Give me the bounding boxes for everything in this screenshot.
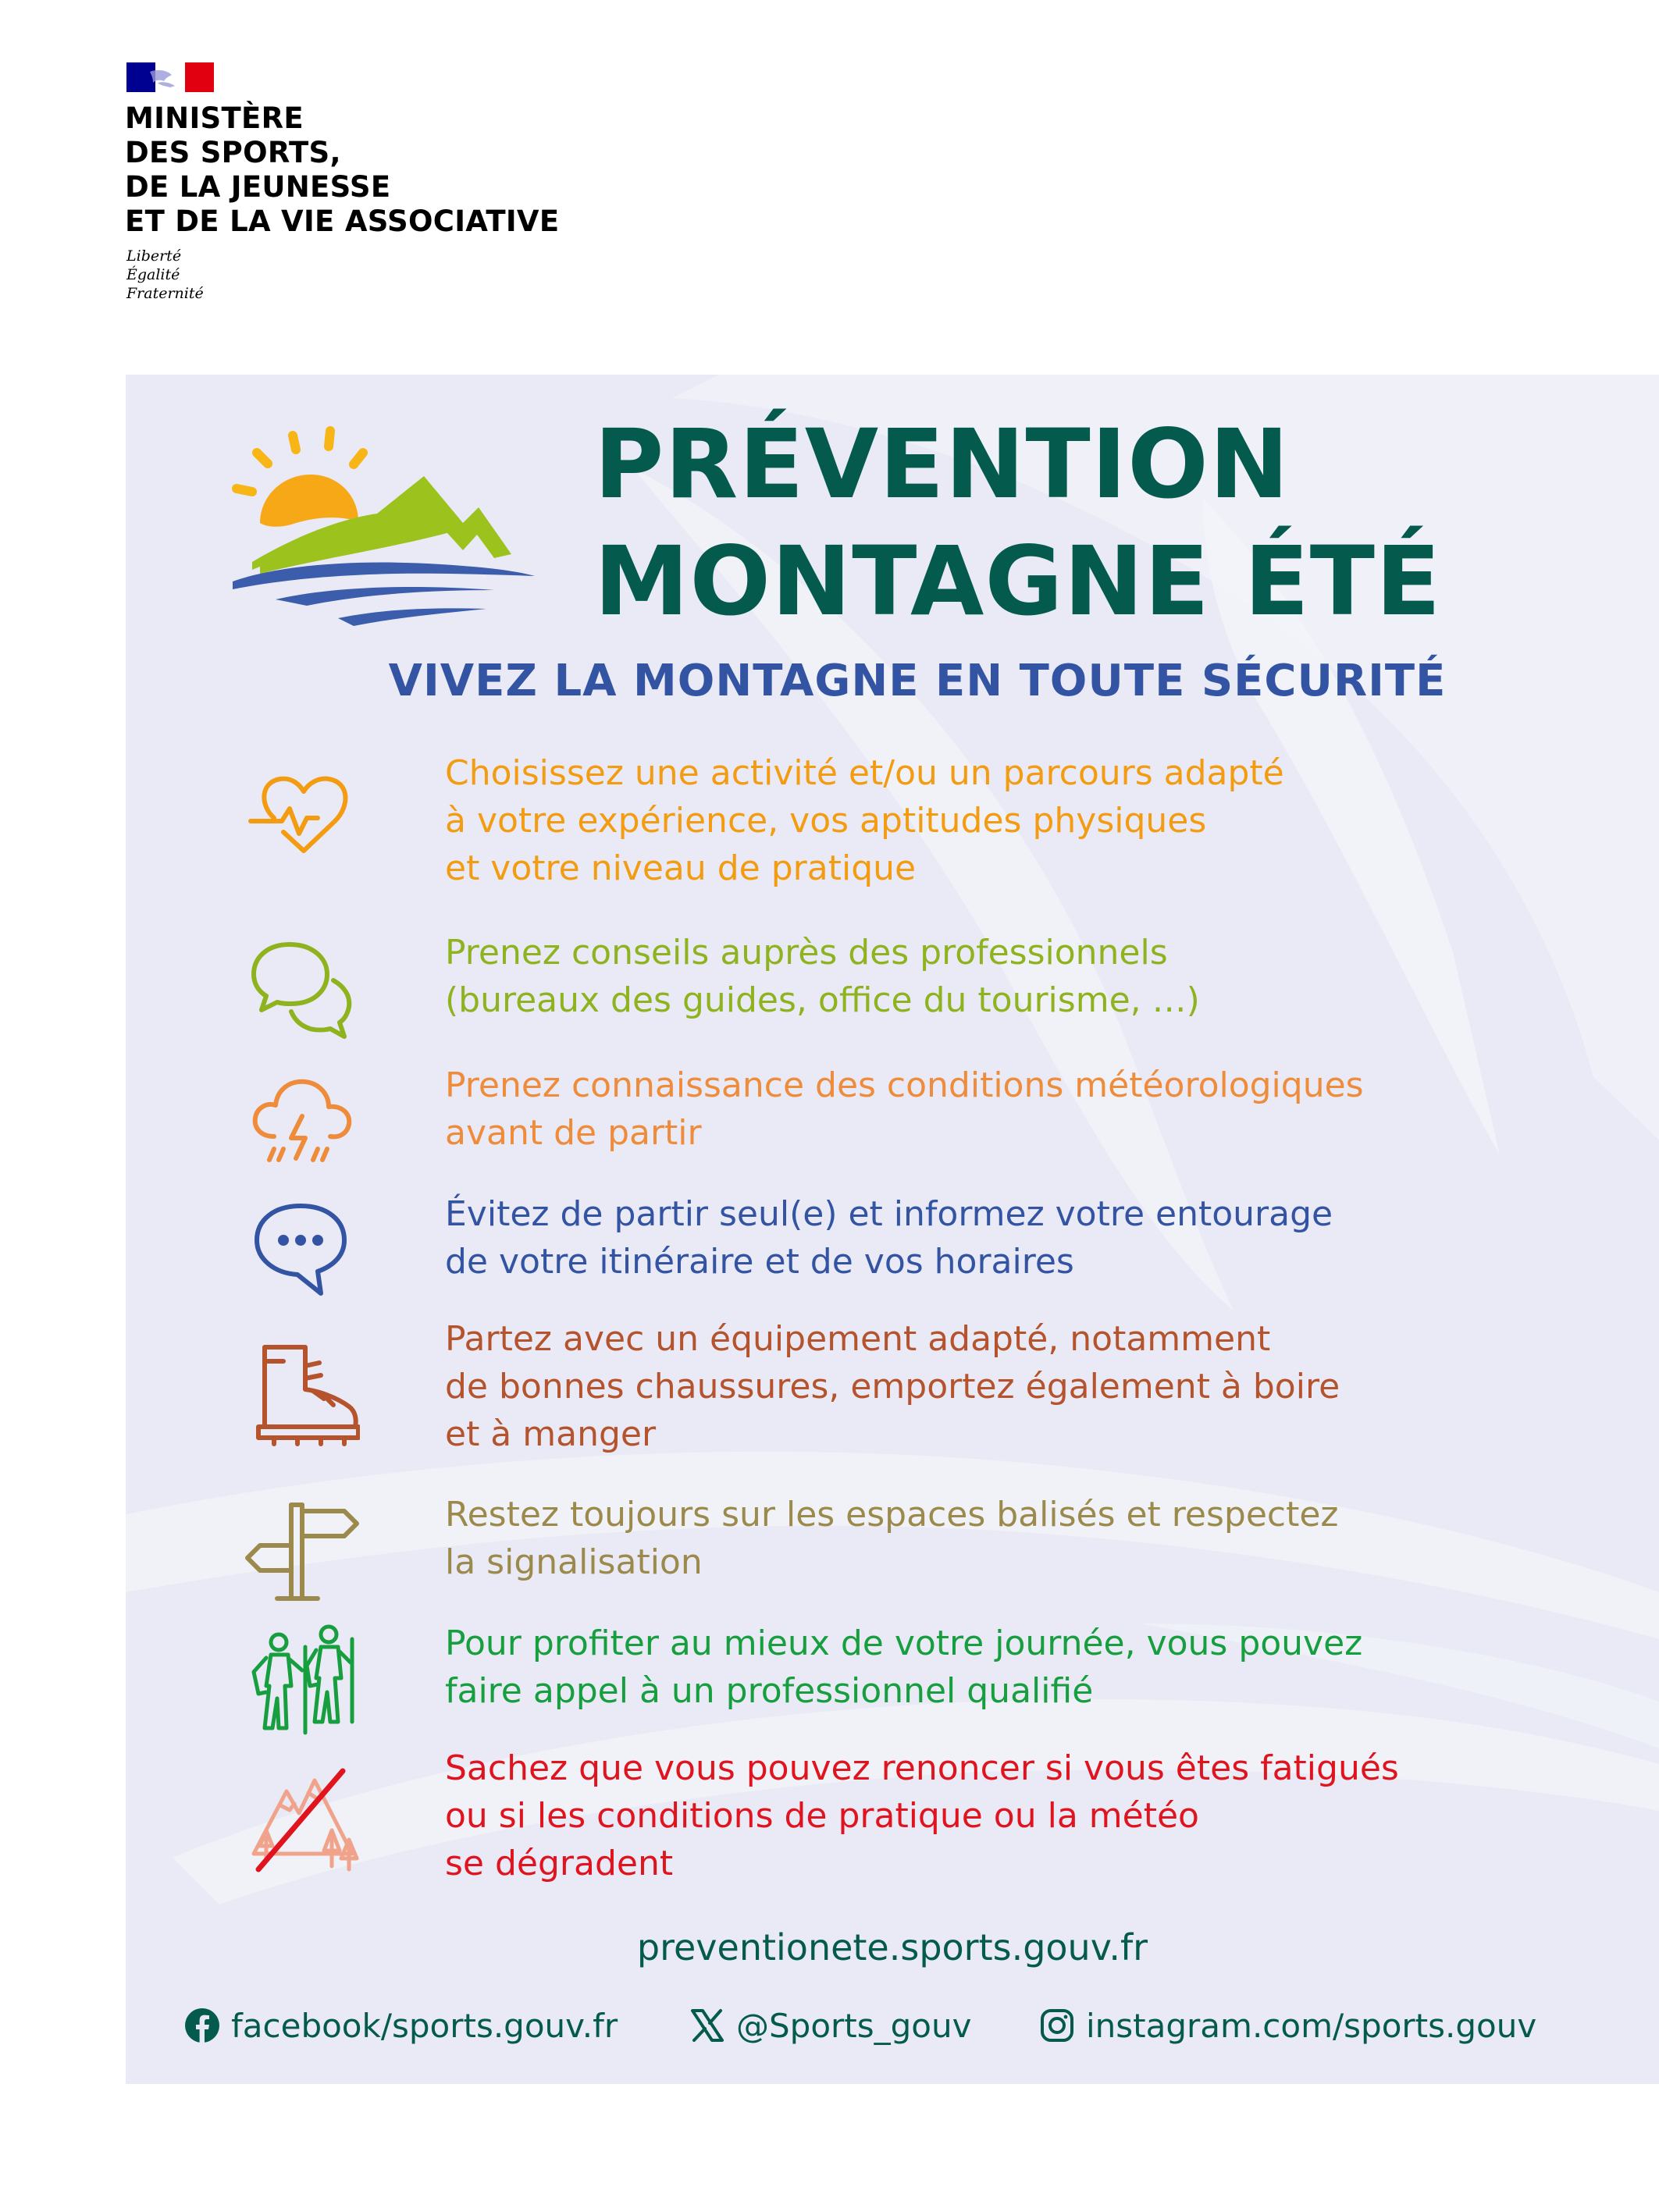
facebook-link[interactable] [184,2002,618,2049]
water-wave [338,608,486,626]
tip-line: Partez avec un équipement adapté, notamment [445,1319,1271,1359]
storm-cloud-icon [243,1062,360,1179]
no-mountain-icon [243,1760,360,1877]
facebook-label: facebook/sports.gouv.fr [231,2006,618,2045]
ministry-header [125,62,687,320]
tip-line: Prenez connaissance des conditions météorologiques [445,1065,1364,1105]
tip-line: et à manger [445,1414,657,1454]
tip-line: de bonnes chaussures, emportez également à boire [445,1367,1340,1407]
tip-line: (bureaux des guides, office du tourisme, …) [445,980,1200,1020]
tip-line: Sachez que vous pouvez renoncer si vous êtes fatigués [445,1748,1399,1788]
title-line: MONTAGNE ÉTÉ [594,526,1442,637]
tip-line: avant de partir [445,1113,702,1153]
chat-dots-icon [243,1190,360,1307]
motto-line: Liberté [126,247,182,265]
x-link[interactable] [689,2002,971,2049]
poster-panel [126,375,1659,2084]
tip-line: Évitez de partir seul(e) et informez votre entourage [445,1194,1333,1234]
instagram-label: instagram.com/sports.gouv [1086,2006,1537,2045]
hikers-icon [243,1623,360,1741]
tip-line: et votre niveau de pratique [445,848,917,888]
tip-text [445,929,1616,1024]
tip-line: faire appel à un professionnel qualifié [445,1671,1094,1711]
x-icon [689,2008,725,2043]
tip-text [445,1315,1616,1458]
tip-text [445,1491,1616,1586]
hiking-boot-icon [243,1335,360,1452]
tip-text [445,1190,1616,1286]
poster-subtitle: VIVEZ LA MONTAGNE EN TOUTE SÉCURITÉ [388,656,1447,706]
ministry-name [125,101,559,239]
title-line: PRÉVENTION [594,409,1290,520]
tip-line: Choisissez une activité et/ou un parcours adapté [445,753,1284,793]
ministry-line: DE LA JEUNESSE [125,170,391,204]
speech-bubbles-icon [243,929,360,1046]
tip-line: se dégradent [445,1844,674,1883]
ministry-line: ET DE LA VIE ASSOCIATIVE [125,204,560,238]
marianne-flag-logo [126,62,214,92]
water-wave [276,587,494,606]
ministry-line: DES SPORTS, [125,136,341,169]
tip-line: Restez toujours sur les espaces balisés et respectez [445,1495,1339,1535]
republic-motto [126,247,204,303]
tip-line: Prenez conseils auprès des professionnels [445,933,1168,973]
sun-icon [260,475,358,527]
tip-line: ou si les conditions de pratique ou la météo [445,1796,1199,1836]
motto-line: Fraternité [126,285,204,302]
facebook-icon [184,2008,220,2043]
poster-title [594,406,1441,640]
heart-pulse-icon [243,757,360,874]
tip-line: à votre expérience, vos aptitudes physiques [445,801,1207,841]
tip-line: Pour profiter au mieux de votre journée, vous pouvez [445,1623,1363,1663]
tip-line: de votre itinéraire et de vos horaires [445,1242,1074,1282]
instagram-link[interactable] [1039,2002,1536,2049]
tip-text [445,1062,1616,1157]
tip-line: la signalisation [445,1542,703,1582]
website-link[interactable]: preventionete.sports.gouv.fr [636,1926,1148,1968]
mountain-sun-logo [229,421,537,632]
instagram-icon [1039,2008,1075,2043]
motto-line: Égalité [126,266,180,283]
tip-text [445,1620,1616,1715]
ministry-line: MINISTÈRE [125,101,304,135]
tip-text [445,749,1616,892]
signpost-icon [243,1491,360,1608]
x-label: @Sports_gouv [736,2006,972,2045]
tip-text [445,1744,1616,1887]
